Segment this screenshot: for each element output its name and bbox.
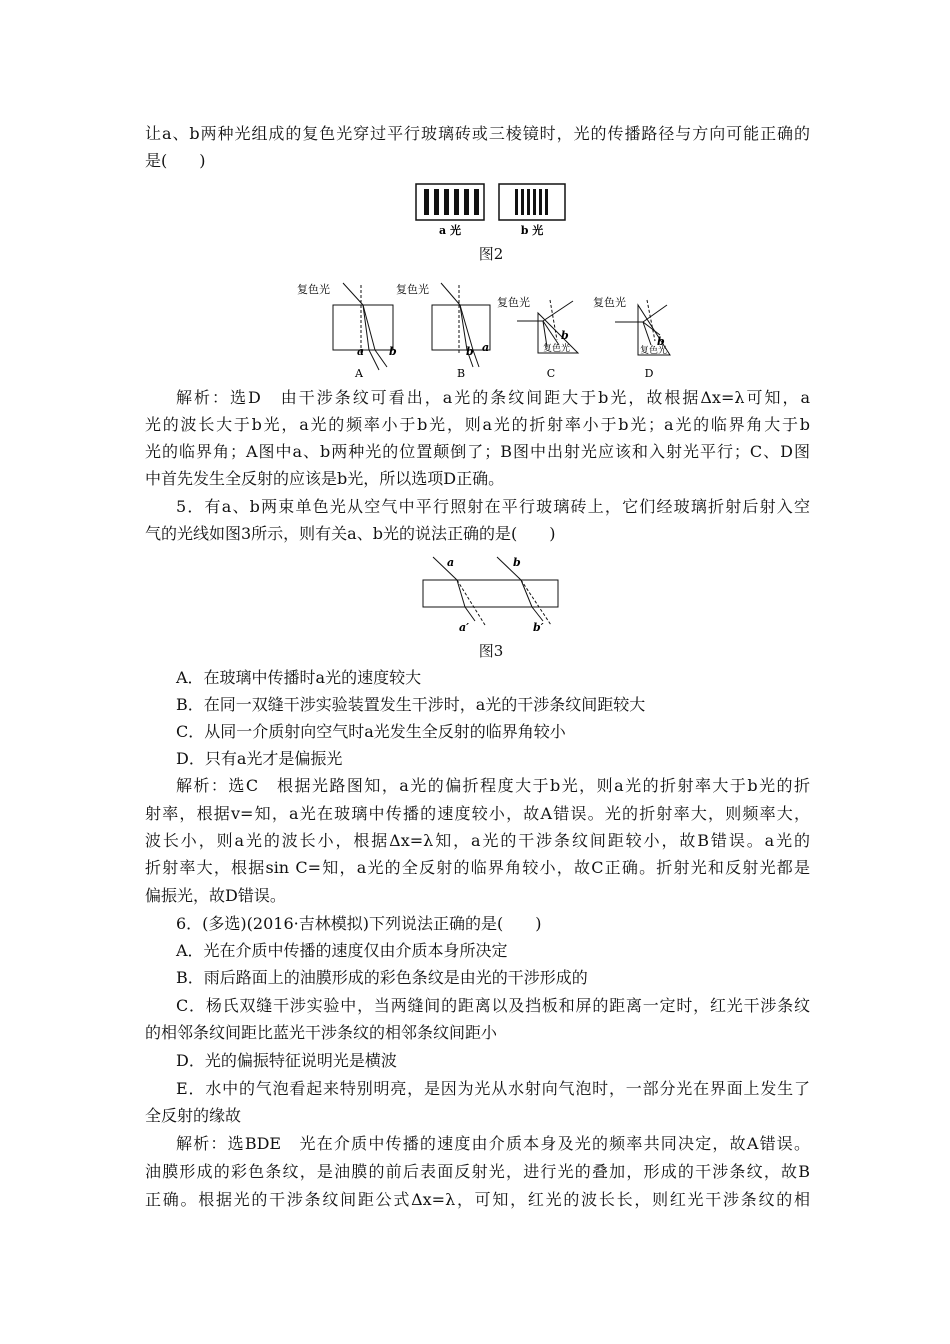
q6-option-e-line-1: E．水中的气泡看起来特别明亮，是因为光从水射向气泡时，一部分光在界面上发生了 [176, 1079, 810, 1098]
optD-prism-label: 复色光 [640, 346, 668, 356]
fig3-b-out: b′ [533, 621, 544, 634]
optD-letter: D [644, 367, 654, 380]
analysis4-line-3: 光的临界角；A图中a、b两种光的位置颠倒了；B图中出射光应该和入射光平行；C、D图 [145, 442, 810, 461]
optC-compound-label: 复色光 [497, 296, 530, 309]
optA-compound-label: 复色光 [297, 283, 330, 296]
q5-stem-line-2: 气的光线如图3所示，则有关a、b光的说法正确的是( ) [145, 524, 556, 543]
analysis6-line-3: 正确。根据光的干涉条纹间距公式Δx=λ，可知，红光的波长长，则红光干涉条纹的相 [145, 1190, 810, 1209]
figure-3-glass-slab [415, 553, 565, 638]
analysis5-line-1: 解析：选C 根据光路图知，a光的偏折程度大于b光，则a光的折射率大于b光的折 [176, 776, 810, 795]
fig2-label-a: a 光 [439, 224, 461, 237]
q5-option-a: A．在玻璃中传播时a光的速度较大 [176, 668, 422, 687]
analysis4-line-1: 解析：选D 由干涉条纹可看出，a光的条纹间距大于b光，故根据Δx=λ可知，a [176, 388, 810, 407]
q5-stem-line-1: 5．有a、b两束单色光从空气中平行照射在平行玻璃砖上，它们经玻璃折射后射入空 [176, 497, 810, 516]
q6-option-d: D．光的偏振特征说明光是横波 [176, 1051, 397, 1070]
figure-options-abcd [295, 275, 690, 385]
q5-option-c: C．从同一介质射向空气时a光发生全反射的临界角较小 [176, 722, 566, 741]
optB-letter: B [456, 367, 466, 380]
optB-b: b [466, 345, 474, 358]
q6-option-e-line-2: 全反射的缘故 [145, 1106, 242, 1125]
analysis5-line-3: 波长小，则a光的波长小，根据Δx=λ知，a光的干涉条纹间距较小，故B错误。a光的 [145, 831, 810, 850]
optC-prism-label: 复色光 [543, 344, 571, 354]
optC-letter: C [546, 367, 556, 380]
q6-option-b: B．雨后路面上的油膜形成的彩色条纹是由光的干涉形成的 [176, 968, 588, 987]
optB-a: a [482, 341, 490, 354]
optA-a: a [357, 345, 365, 358]
fig3-b: b [513, 556, 521, 569]
optC-b: b [561, 329, 569, 342]
optD-b: b [657, 335, 665, 348]
q6-stem: 6．(多选)(2016·吉林模拟)下列说法正确的是( ) [176, 914, 542, 933]
q5-option-b: B．在同一双缝干涉实验装置发生干涉时，a光的干涉条纹间距较大 [176, 695, 646, 714]
q4-stem-line-1: 让a、b两种光组成的复色光穿过平行玻璃砖或三棱镜时，光的传播路径与方向可能正确的 [145, 124, 810, 143]
q5-option-d: D．只有a光才是偏振光 [176, 749, 343, 768]
fig3-a: a [447, 556, 455, 569]
figure-3-caption: 图3 [478, 642, 504, 660]
analysis6-line-1: 解析：选BDE 光在介质中传播的速度由介质本身及光的频率共同决定，故A错误。 [176, 1134, 810, 1153]
analysis4-line-4: 中首先发生全反射的应该是b光，所以选项D正确。 [145, 469, 505, 488]
analysis5-line-2: 射率，根据v=知，a光在玻璃中传播的速度较小，故A错误。光的折射率大，则频率大， [145, 804, 810, 823]
q6-option-c-line-1: C．杨氏双缝干涉实验中，当两缝间的距离以及挡板和屏的距离一定时，红光干涉条纹 [176, 996, 810, 1015]
q4-stem-line-2: 是( ) [145, 151, 206, 170]
fig3-a-out: a′ [459, 621, 470, 634]
optB-compound-label: 复色光 [396, 283, 429, 296]
q6-option-c-line-2: 的相邻条纹间距比蓝光干涉条纹的相邻条纹间距小 [145, 1023, 498, 1042]
analysis5-line-5: 偏振光，故D错误。 [145, 886, 286, 905]
fig2-label-b: b 光 [520, 224, 544, 237]
analysis6-line-2: 油膜形成的彩色条纹，是油膜的前后表面反射光，进行光的叠加，形成的干涉条纹，故B [145, 1162, 810, 1181]
figure-2-fringes [410, 180, 570, 240]
figure-2-caption: 图2 [478, 245, 504, 263]
analysis5-line-4: 折射率大，根据sin C=知，a光的全反射的临界角较小，故C正确。折射光和反射光都是 [145, 858, 810, 877]
analysis4-line-2: 光的波长大于b光，a光的频率小于b光，则a光的折射率小于b光；a光的临界角大于b [145, 415, 810, 434]
optA-b: b [389, 345, 397, 358]
optA-letter: A [355, 367, 363, 380]
optD-compound-label: 复色光 [593, 296, 626, 309]
q6-option-a: A．光在介质中传播的速度仅由介质本身所决定 [176, 941, 508, 960]
